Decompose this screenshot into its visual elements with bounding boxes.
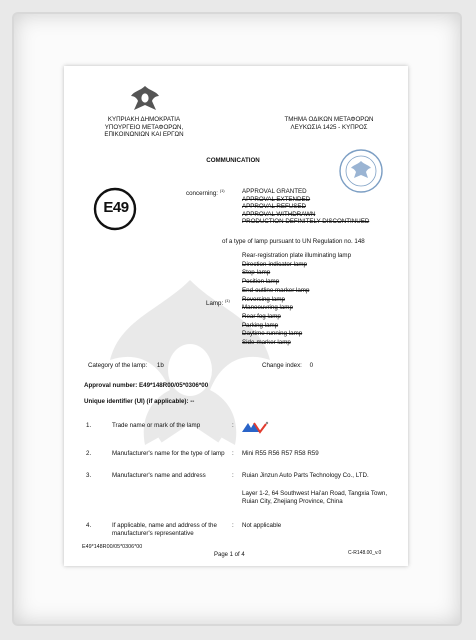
option-production-discontinued: PRODUCTION DEFINITELY DISCONTINUED (242, 218, 370, 226)
item-label: Manufacturer's name for the type of lamp (112, 450, 225, 457)
item-number: 2. (86, 450, 92, 457)
item-colon: : (232, 450, 234, 457)
lamp-type-item: Stop-lamp (242, 269, 271, 277)
item-number: 3. (86, 472, 92, 479)
item-label: Manufacturer's name and address (112, 472, 206, 479)
lamp-type-item: Direction-indicator lamp (242, 260, 307, 268)
item-value: Not applicable (242, 522, 282, 529)
lamp-label-group (206, 297, 230, 308)
item-colon: : (232, 472, 234, 479)
document-title: COMMUNICATION (206, 157, 260, 164)
department-name: ΤΜΗΜΑ ΟΔΙΚΩΝ ΜΕΤΑΦΟΡΩΝ (284, 116, 374, 123)
lamp-type-item: Reversing lamp (242, 295, 285, 303)
category-label: Category of the lamp: (88, 362, 148, 369)
item-label: If applicable, name and address of the manufacturer's representative (112, 522, 217, 537)
ministry-name-line3: ΕΠΙΚΟΙΝΩΝΙΩΝ ΚΑΙ ΕΡΓΩΝ (104, 131, 184, 139)
cyprus-emblem-icon (128, 84, 162, 114)
regulation-line: of a type of lamp pursuant to UN Regulation no. 148 (222, 238, 365, 245)
category-value: 1b (156, 362, 164, 369)
item-value: Mini R55 R56 R57 R58 R59 (242, 450, 319, 457)
lamp-type-item: Manoeuvring lamp (242, 304, 293, 312)
lamp-type-item: Parking lamp (242, 321, 279, 329)
footer-form-code: C-R148.00_v.0 (348, 550, 382, 556)
lamp-footnote: (1) (224, 298, 230, 303)
item-colon: : (232, 422, 234, 429)
lamp-type-item: Side-marker lamp (242, 339, 291, 347)
trade-mark-logo-icon (240, 420, 270, 434)
lamp-type-item: Rear fog lamp (242, 312, 281, 320)
option-approval-extended: APPROVAL EXTENDED (242, 195, 311, 203)
item-label: Trade name or mark of the lamp (112, 422, 201, 429)
concerning-label-group (186, 187, 225, 198)
lamp-type-item: Daytime running lamp (242, 330, 303, 338)
ministry-name-line1: ΚΥΠΡΙΑΚΗ ΔΗΜΟΚΡΑΤΙΑ (107, 116, 181, 123)
approval-number: Approval number: E49*148R00/05*0306*00 (84, 382, 209, 389)
concerning-footnote: (1) (219, 188, 225, 193)
item-value-address: Layer 1-2, 64 Southwest Hai'an Road, Tangxia Town, Ruian City, Zhejiang Province, China (242, 490, 388, 505)
concerning-label: concerning: (186, 190, 218, 198)
department-address: ΛΕΥΚΩΣΙΑ 1425 - ΚΥΠΡΟΣ (290, 123, 368, 131)
change-index (262, 362, 313, 370)
option-approval-withdrawn: APPROVAL WITHDRAWN (242, 210, 316, 218)
footer-page-number: Page 1 of 4 (214, 552, 245, 558)
lamp-type-item: End-outline marker lamp (242, 286, 310, 294)
concerning-options (242, 188, 369, 226)
change-index-label: Change index: (262, 362, 302, 369)
unique-identifier: Unique identifier (UI) (if applicable): -- (84, 398, 195, 405)
lamp-type-item: Position lamp (242, 278, 280, 286)
change-index-value: 0 (309, 362, 314, 369)
lamp-type-list (242, 252, 351, 348)
e-mark-label: E49 (103, 199, 129, 216)
lamp-label: Lamp: (206, 300, 224, 308)
footer-approval-code: E49*148R00/05*0306*00 (82, 544, 143, 550)
item-colon: : (232, 522, 234, 529)
item-value: Ruian Jinzun Auto Parts Technology Co., LTD. (242, 472, 369, 479)
lamp-category (88, 362, 164, 370)
ministry-name-line2: ΥΠΟΥΡΓΕΙΟ ΜΕΤΑΦΟΡΩΝ, (104, 123, 184, 131)
item-number: 4. (86, 522, 92, 529)
option-approval-granted: APPROVAL GRANTED (242, 188, 307, 195)
lamp-type-item: Rear-registration plate illuminating lamp (242, 252, 352, 259)
option-approval-refused: APPROVAL REFUSED (242, 203, 306, 211)
item-number: 1. (86, 422, 92, 429)
